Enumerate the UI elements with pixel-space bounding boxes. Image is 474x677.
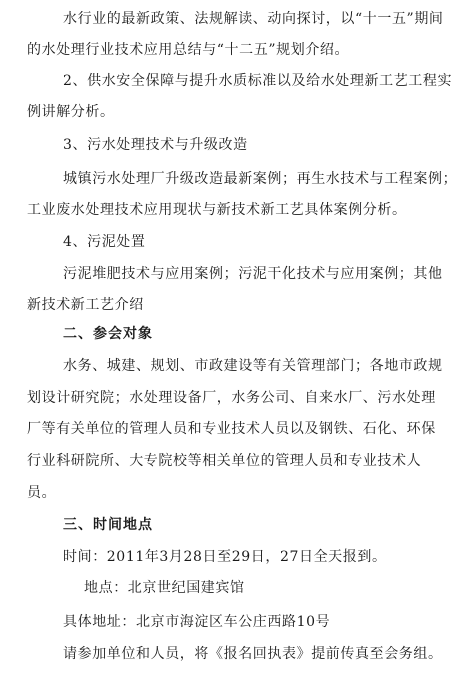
paragraph-line: 工业废水处理技术应用现状与新技术新工艺具体案例分析。 [27,202,407,218]
paragraph-line: 员。 [27,485,57,501]
section-heading: 三、时间地点 [63,517,153,533]
paragraph-line: 行业科研院所、大专院校等相关单位的管理人员和专业技术人 [27,453,422,469]
paragraph-line: 厂等有关单位的管理人员和专业技术人员以及钢铁、石化、环保 [27,421,436,437]
section-heading: 4、污泥处置 [63,234,146,250]
paragraph-line: 污泥堆肥技术与应用案例；污泥干化技术与应用案例；其他 [63,266,443,282]
paragraph-line: 的水处理行业技术应用总结与“十二五”规划介绍。 [27,42,350,58]
event-time: 时间：2011年3月28日至29日，27日全天报到。 [63,549,387,565]
paragraph-line: 新技术新工艺介绍 [27,297,144,313]
event-address: 具体地址：北京市海淀区车公庄西路10号 [63,614,331,630]
event-venue: 地点：北京世纪国建宾馆 [84,580,245,596]
paragraph-line: 城镇污水处理厂升级改造最新案例；再生水技术与工程案例； [63,171,458,187]
paragraph-line: 水务、城建、规划、市政建设等有关管理部门；各地市政规 [63,358,443,374]
section-heading: 3、污水处理技术与升级改造 [63,137,248,153]
paragraph-line: 例讲解分析。 [27,104,115,120]
section-heading: 二、参会对象 [63,326,153,342]
paragraph-line: 划设计研究院；水处理设备厂，水务公司、自来水厂、污水处理 [27,390,436,406]
paragraph-line: 水行业的最新政策、法规解读、动向探讨，以“十一五”期间 [63,11,444,27]
paragraph-line: 2、供水安全保障与提升水质标准以及给水处理新工艺工程实 [63,73,453,89]
registration-note: 请参加单位和人员，将《报名回执表》提前传真至会务组。 [63,646,443,662]
